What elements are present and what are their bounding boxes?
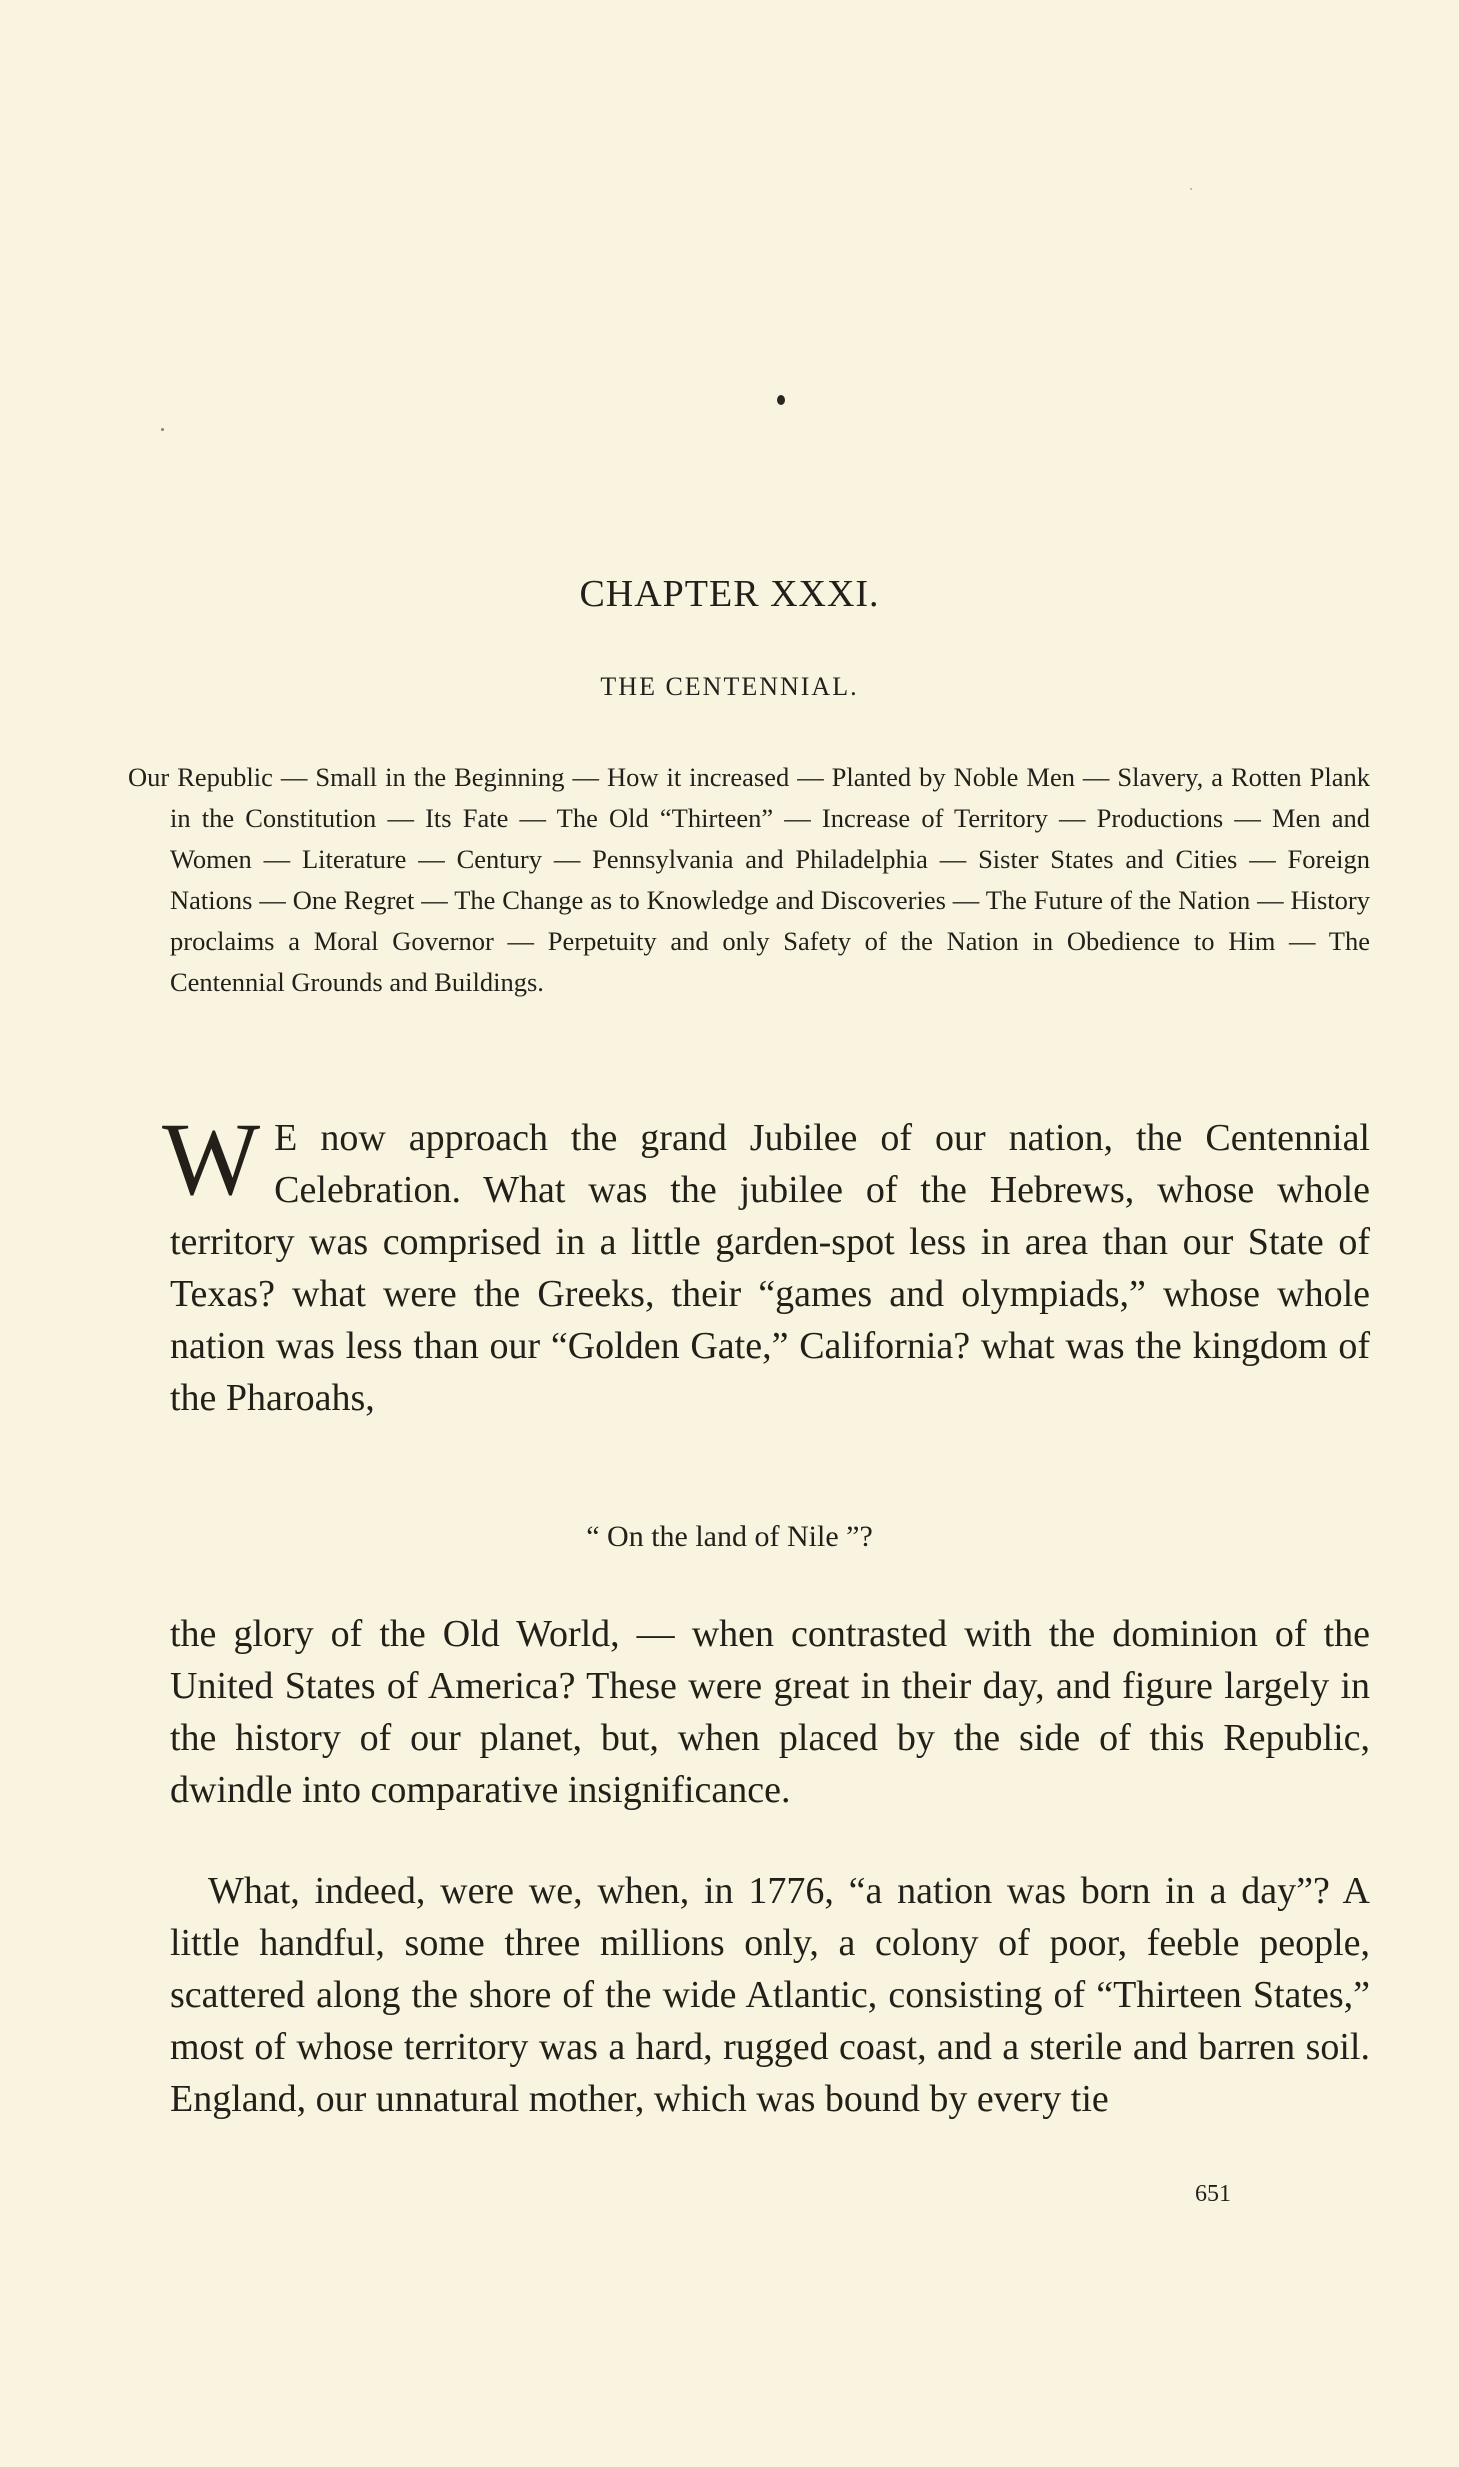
ink-speck [1190, 188, 1192, 190]
chapter-subheading: THE CENTENNIAL. [600, 672, 859, 701]
chapter-heading: CHAPTER XXXI. [579, 573, 880, 615]
paragraph-2: the glory of the Old World, — when contrasted with the dominion of the United States of America? These were great in their day, and figure largely in the history of our planet, but, when placed by the side of this Republic, dwindle into comparative insignificance. [170, 1613, 1370, 1811]
page-number: 651 [1195, 2181, 1231, 2207]
opening-paragraph [162, 1102, 1370, 1424]
summary-text: Our Republic — Small in the Beginning — How it increased — Planted by Noble Men — Slavery, a Rotten Plank in the Constitution — Its Fate — The Old “Thirteen” — Increase of Territory — Productions — Men and Women — Literature — Century — Pennsylvania and Philadelphia — Sister States and Cities — Foreign Nations — One Regret — The Change as to Knowledge and Discoveries — The Future of the Nation — History proclaims a Moral Governor — Perpetuity and only Safety of the Nation in Obedience to Him — The Centennial Grounds and Buildings. [128, 762, 1370, 997]
chapter-summary [128, 757, 1370, 1003]
block-quote: “ On the land of Nile ”? [586, 1520, 873, 1553]
ink-speck [161, 428, 164, 431]
ink-speck [777, 395, 785, 405]
drop-cap: W [162, 1102, 261, 1217]
paragraph-3: What, indeed, were we, when, in 1776, “a nation was born in a day”? A little handful, some three millions only, a colony of poor, feeble people, scattered along the shore of the wide Atlantic, consisting of “Thirteen States,” most of whose territory was a hard, rugged coast, and a sterile and barren soil. England, our unnatural mother, which was bound by every tie [170, 1870, 1370, 2120]
paragraph-text: E now approach the grand Jubilee of our nation, the Centennial Celebration. What was the jubilee of the Hebrews, whose whole territory was comprised in a little garden-spot less in area than our State of Texas? what were the Greeks, their “games and olympiads,” whose whole nation was less than our “Golden Gate,” California? what was the kingdom of the Pharoahs, [170, 1117, 1370, 1419]
